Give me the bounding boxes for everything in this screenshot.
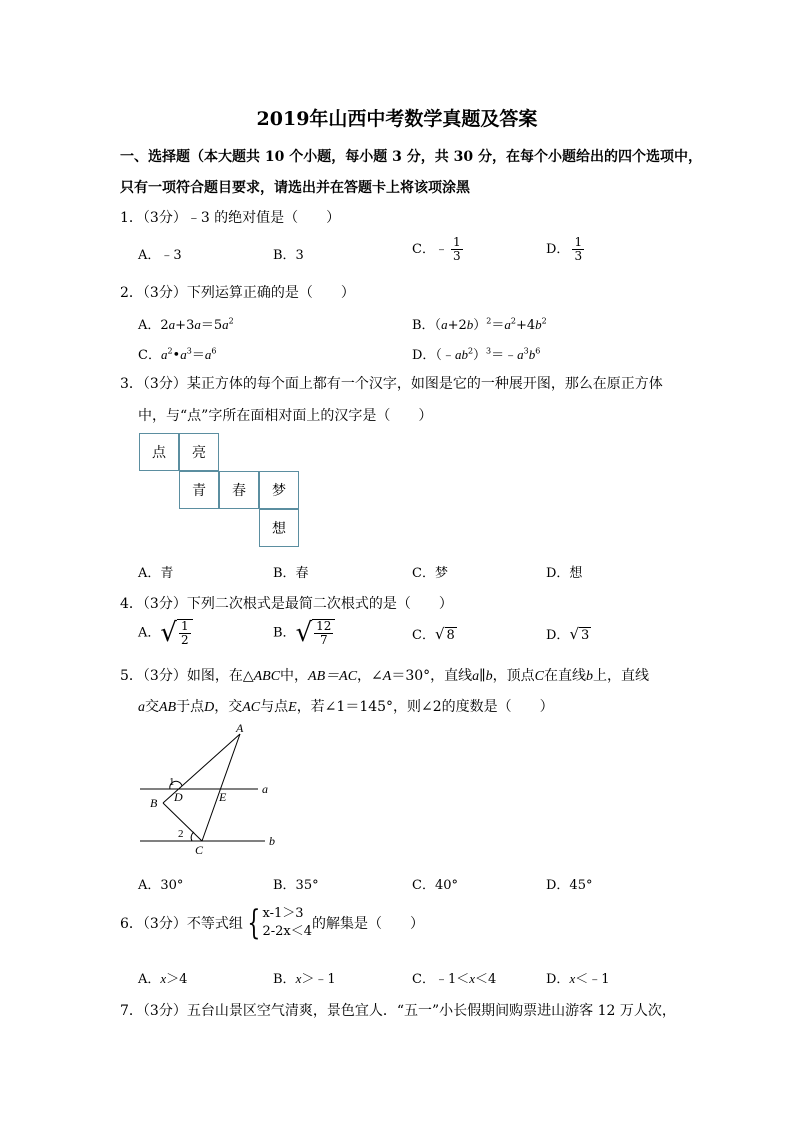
net-cell-5: 梦 — [259, 471, 299, 509]
net-cell-1: 点 — [139, 433, 179, 471]
q5-option-a: A．30° — [138, 878, 184, 893]
section-heading-line2: 只有一项符合题目要求，请选出并在答题卡上将该项涂黑 — [120, 180, 470, 196]
q3-option-d: D．想 — [546, 566, 583, 581]
label-line-a: a — [262, 782, 268, 796]
q6-inequality-1: x-1＞3 — [262, 906, 304, 921]
net-cell-3: 青 — [179, 471, 219, 509]
label-angle-2: 2 — [178, 828, 184, 840]
q3-option-c: C．梦 — [412, 566, 448, 581]
q6-option-d: D．x＜﹣1 — [546, 971, 610, 987]
q3-option-b: B．春 — [273, 566, 309, 581]
net-cell-2: 亮 — [179, 433, 219, 471]
q2-option-c: C．$a^2•a^3=a^6$ — [138, 346, 217, 363]
section-heading-line1: 一、选择题（本大题共 10 个小题，每小题 3 分，共 30 分，在每个小题给出的四个选项中， — [120, 149, 702, 165]
q1-option-a: A．﹣3 — [138, 248, 182, 263]
q4-option-b: B．√ $\frac{12}{7}$ — [273, 618, 335, 648]
q1-stem: 1．（3分）﹣3 的绝对值是（ ） — [120, 210, 341, 226]
label-line-b: b — [269, 834, 275, 848]
q2-option-a: A．$2a+3a=5a^2$ — [138, 316, 234, 333]
q3-stem-line2: 中，与“点”字所在面相对面上的汉字是（ ） — [138, 408, 433, 424]
q5-option-d: D．45° — [546, 878, 593, 893]
label-angle-1: 1 — [169, 776, 175, 788]
segment-ac — [202, 734, 240, 841]
net-cell-6: 想 — [259, 509, 299, 547]
q2-option-b: B．$(a+2b)^2=a^2+4b^2$ — [412, 316, 547, 333]
label-d: D — [174, 790, 183, 804]
q6-inequality-2: 2-2x＜4 — [262, 924, 313, 939]
q2-option-d: D．$(﹣ab^2)^3=﹣a^3b^6$ — [412, 346, 541, 363]
q5-geometry-figure — [130, 720, 290, 860]
q1-option-d: D． $\frac{1}{3}$ — [546, 235, 583, 263]
label-e: E — [219, 790, 227, 804]
q6-option-a: A．x＞4 — [138, 971, 188, 987]
q5-stem-line1: 5．（3分）如图，在△ABC中，AB＝AC，∠A＝30°，直线a∥b，顶点C在直线b上，直线 — [120, 668, 649, 684]
q6-option-c: C．﹣1＜x＜4 — [412, 971, 497, 987]
q7-stem: 7．（3分）五台山景区空气清爽，景色宜人．“五一”小长假期间购票进山游客 12 万人次， — [120, 1003, 676, 1019]
page-title: 2019年山西中考数学真题及答案 — [256, 108, 538, 130]
q1-option-b: B．3 — [273, 248, 304, 263]
q3-stem-line1: 3．（3分）某正方体的每个面上都有一个汉字，如图是它的一种展开图，那么在原正方体 — [120, 376, 663, 392]
q4-option-c: C．√ 8 — [412, 625, 455, 643]
label-b: B — [150, 796, 158, 810]
q5-stem-line2: a交AB于点D，交AC与点E，若∠1＝145°，则∠2的度数是（ ） — [138, 699, 554, 715]
q4-stem: 4．（3分）下列二次根式是最简二次根式的是（ ） — [120, 596, 453, 612]
label-a: A — [236, 721, 244, 735]
q1-option-c: C．﹣ $\frac{1}{3}$ — [412, 235, 461, 263]
q4-option-d: D．√ 3 — [546, 625, 590, 643]
q5-option-b: B．35° — [273, 878, 319, 893]
q5-option-c: C．40° — [412, 878, 458, 893]
label-c: C — [195, 843, 204, 857]
q2-stem: 2．（3分）下列运算正确的是（ ） — [120, 285, 355, 301]
q4-option-a: A．√ $\frac{1}{2}$ — [138, 618, 193, 648]
net-cell-4: 春 — [219, 471, 259, 509]
q6-stem: 6．（3分）不等式组 { x-1＞3 2-2x＜4 的解集是（ ） — [120, 903, 425, 943]
q3-option-a: A．青 — [138, 566, 174, 581]
q6-option-b: B．x＞﹣1 — [273, 971, 336, 987]
